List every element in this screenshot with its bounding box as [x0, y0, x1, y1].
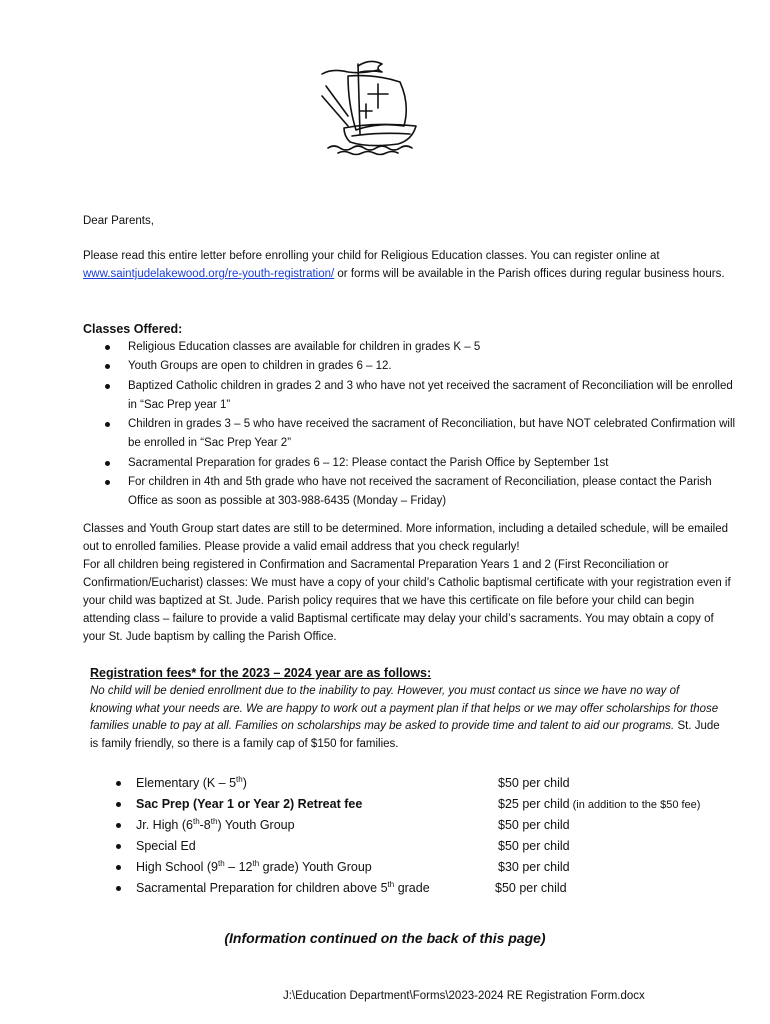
intro-text-after: or forms will be available in the Parish offices during regular business hours. [334, 268, 725, 280]
classes-section [83, 320, 738, 512]
footer-file-path: J:\Education Department\Forms\2023-2024 RE Registration Form.docx [283, 990, 645, 1002]
bullet-icon [116, 823, 121, 828]
bullet-icon [105, 422, 110, 427]
fee-name: Sacramental Preparation for children above 5th grade [136, 879, 430, 895]
bullet-icon [116, 802, 121, 807]
bullet-icon [116, 844, 121, 849]
fee-price: $30 per child [498, 860, 570, 874]
fee-row [110, 815, 750, 836]
classes-heading: Classes Offered: [83, 322, 183, 336]
list-item: For children in 4th and 5th grade who have not received the sacrament of Reconciliation, please contact the Parish Office as soon as possible at 303-988-6435 (Monday – Friday) [83, 473, 738, 512]
bullet-icon [116, 865, 121, 870]
fee-price: $25 per child (in addition to the $50 fee) [498, 797, 701, 811]
bullet-icon [105, 364, 110, 369]
fee-list [110, 773, 750, 899]
list-item: Youth Groups are open to children in grades 6 – 12. [83, 357, 738, 376]
fees-section [90, 665, 720, 754]
fee-row [110, 836, 750, 857]
bullet-icon [105, 461, 110, 466]
list-item: Religious Education classes are available for children in grades K – 5 [83, 338, 738, 357]
info-section [83, 520, 738, 646]
bullet-icon [105, 384, 110, 389]
bullet-icon [116, 886, 121, 891]
fee-price: $50 per child [498, 818, 570, 832]
bullet-icon [105, 345, 110, 350]
greeting: Dear Parents, [83, 215, 154, 227]
list-item: Sacramental Preparation for grades 6 – 12: Please contact the Parish Office by September 1st [83, 454, 738, 473]
fees-note-plain: St. Jude is family friendly, so there is a family cap of $150 for families. [90, 720, 720, 751]
fee-name: High School (9th – 12th grade) Youth Group [136, 858, 372, 874]
fee-price: $50 per child [495, 881, 567, 895]
fee-name: Sac Prep (Year 1 or Year 2) Retreat fee [136, 797, 363, 811]
bullet-icon [105, 480, 110, 485]
classes-list [83, 338, 738, 512]
fee-row [110, 857, 750, 878]
bullet-icon [116, 781, 121, 786]
info-paragraph-1: Classes and Youth Group start dates are still to be determined. More information, including a detailed schedule, will be emailed out to enrolled families. Please provide a valid email address that you check regularly! [83, 523, 729, 553]
list-item: Children in grades 3 – 5 who have received the sacrament of Reconciliation, but have NOT celebrated Confirmation will be enrolled in “Sac Prep Year 2” [83, 415, 738, 454]
fee-price: $50 per child [498, 776, 570, 790]
fee-name: Jr. High (6th-8th) Youth Group [136, 816, 295, 832]
intro-text-before: Please read this entire letter before enrolling your child for Religious Education classes. You can register online at [83, 250, 660, 262]
continued-note: (Information continued on the back of this page) [224, 930, 546, 946]
fee-row [110, 773, 750, 794]
fee-price: $50 per child [498, 839, 570, 853]
list-item: Baptized Catholic children in grades 2 and 3 who have not yet received the sacrament of Reconciliation will be enrolled in “Sac Prep year 1” [83, 377, 738, 416]
greeting-block [83, 212, 738, 230]
info-paragraph-2: For all children being registered in Confirmation and Sacramental Preparation Years 1 and 2 (First Reconciliation or Confirmation/Eucharist) classes: We must have a copy of your child’s Catholic baptismal certificate with your registration even if your child was baptized at St. Jude. Parish policy requires that we have this certificate on file before your child can begin attending class – failure to provide a valid Baptismal certificate may delay your child’s sacraments. You may obtain a copy of your St. Jude baptism by calling the Parish Office. [83, 559, 731, 643]
sailing-ship-icon [318, 56, 428, 156]
fees-note-italic: No child will be denied enrollment due to the inability to pay. However, you must contact us since we have no way of knowing what your needs are. We are happy to work out a payment plan if that helps or we may offer scholarships for those families unable to pay at all. Families on scholarships may be asked to provide time and talent to aid our programs. [90, 684, 719, 733]
fee-name: Special Ed [136, 839, 196, 853]
fee-extra: (in addition to the $50 fee) [569, 799, 701, 811]
intro-paragraph [83, 247, 738, 283]
fees-title: Registration fees* for the 2023 – 2024 year are as follows: [90, 666, 432, 680]
registration-link[interactable]: www.saintjudelakewood.org/re-youth-registration/ [83, 268, 335, 280]
fee-row [110, 878, 750, 899]
fee-name: Elementary (K – 5th) [136, 774, 247, 790]
fee-row [110, 794, 750, 815]
